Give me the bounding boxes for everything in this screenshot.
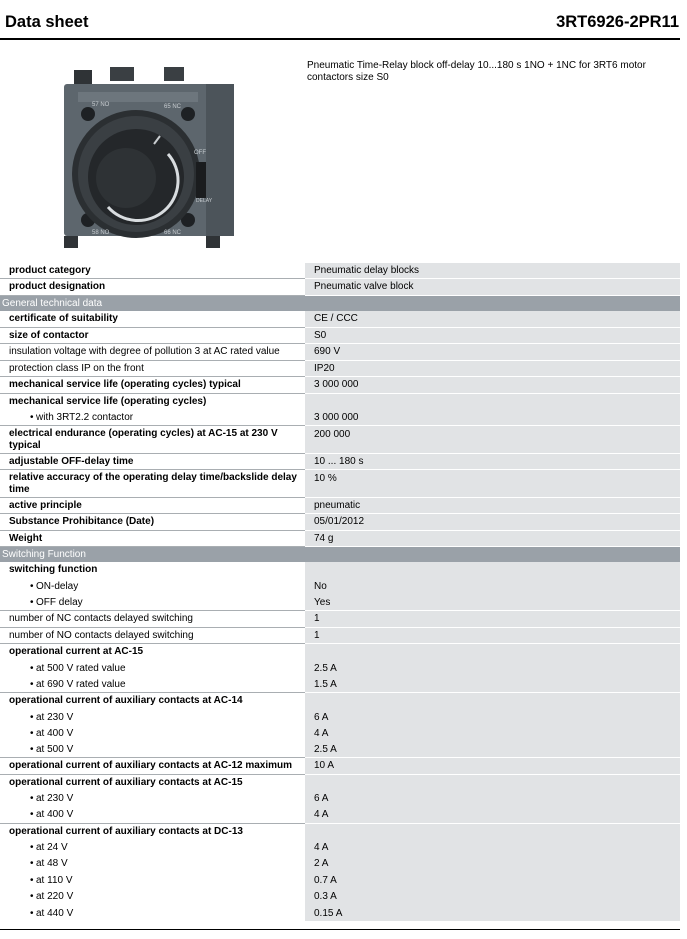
table-row	[0, 775, 680, 791]
spec-label-text: relative accuracy of the operating delay time/backslide delay time	[9, 472, 297, 495]
spec-value: Pneumatic delay blocks	[305, 263, 680, 279]
spec-label-text: operational current of auxiliary contacts at AC-15	[9, 777, 243, 788]
spec-value: 2 A	[305, 856, 680, 873]
header	[0, 0, 687, 40]
spec-value: 1	[305, 628, 680, 644]
spec-value	[305, 775, 680, 791]
spec-label	[0, 394, 305, 410]
spec-label	[0, 693, 305, 710]
spec-label	[0, 595, 305, 611]
spec-label-text: at 110 V	[36, 875, 73, 886]
spec-label-text: ON-delay	[36, 581, 79, 592]
spec-value: 0.7 A	[305, 873, 680, 889]
spec-label-text: at 230 V	[36, 712, 74, 723]
table-row	[0, 470, 680, 498]
spec-label-text: OFF delay	[36, 597, 83, 608]
spec-label	[0, 840, 305, 856]
spec-label	[0, 498, 305, 514]
product-image	[56, 62, 246, 252]
spec-label-text: size of contactor	[9, 330, 89, 341]
terminal-label-57: 57 NO	[92, 102, 110, 108]
off-label: OFF	[194, 150, 206, 156]
table-row	[0, 377, 680, 394]
spec-value: 200 000	[305, 426, 680, 454]
spec-label	[0, 377, 305, 394]
spec-label	[0, 742, 305, 758]
spec-label	[0, 311, 305, 328]
table-row	[0, 611, 680, 628]
spec-value: 10 %	[305, 470, 680, 498]
table-row	[0, 595, 680, 611]
spec-label	[0, 791, 305, 807]
spec-value: 05/01/2012	[305, 514, 680, 531]
spec-value: 74 g	[305, 531, 680, 547]
spec-label-text: Weight	[9, 533, 43, 544]
table-row	[0, 311, 680, 328]
spec-value: 3 000 000	[305, 410, 680, 426]
spec-label-text: operational current of auxiliary contacts at AC-14	[9, 695, 243, 706]
spec-label-text: at 690 V rated value	[36, 679, 126, 690]
spec-label-text: Substance Prohibitance (Date)	[9, 516, 155, 527]
spec-label	[0, 470, 305, 498]
product-description: Pneumatic Time-Relay block off-delay 10...180 s 1NO + 1NC for 3RT6 motor contactors size S0	[307, 60, 646, 83]
table-row	[0, 758, 680, 775]
spec-label-text: mechanical service life (operating cycles)	[9, 396, 207, 407]
spec-label	[0, 726, 305, 742]
spec-value	[305, 394, 680, 410]
spec-value: 690 V	[305, 344, 680, 361]
spec-value	[305, 562, 680, 579]
spec-label-text: product category	[9, 265, 91, 276]
table-row	[0, 742, 680, 758]
spec-value: No	[305, 579, 680, 595]
delay-label: DELAY	[196, 198, 213, 204]
table-row	[0, 514, 680, 531]
terminal-label-65: 65 NC	[164, 104, 182, 110]
spec-label-text: certificate of suitability	[9, 313, 118, 324]
spec-label	[0, 807, 305, 824]
table-row	[0, 807, 680, 824]
spec-label	[0, 263, 305, 279]
spec-value: 6 A	[305, 710, 680, 726]
spec-value	[305, 693, 680, 710]
spec-label	[0, 758, 305, 775]
spec-label	[0, 906, 305, 921]
table-row	[0, 791, 680, 807]
spec-label-text: insulation voltage with degree of pollution 3 at AC rated value	[9, 346, 280, 357]
spec-value: 1	[305, 611, 680, 628]
spec-value: 4 A	[305, 726, 680, 742]
table-row	[0, 454, 680, 470]
spec-value: 2.5 A	[305, 742, 680, 758]
terminal-label-58: 58 NO	[92, 230, 110, 236]
spec-label-text: switching function	[9, 564, 98, 575]
table-row	[0, 856, 680, 873]
spec-label-text: with 3RT2.2 contactor	[36, 412, 134, 423]
spec-label	[0, 611, 305, 628]
table-row	[0, 562, 680, 579]
table-row	[0, 579, 680, 595]
spec-label-text: active principle	[9, 500, 82, 511]
spec-value	[305, 644, 680, 661]
spec-label-text: number of NC contacts delayed switching	[9, 613, 193, 624]
spec-value: pneumatic	[305, 498, 680, 514]
table-row	[0, 726, 680, 742]
spec-value: 6 A	[305, 791, 680, 807]
spec-label	[0, 710, 305, 726]
spec-label-text: operational current at AC-15	[9, 646, 144, 657]
spec-label	[0, 279, 305, 296]
spec-value: Pneumatic valve block	[305, 279, 680, 296]
table-row	[0, 361, 680, 377]
table-row	[0, 840, 680, 856]
spec-label	[0, 661, 305, 677]
spec-label-text: at 230 V	[36, 793, 74, 804]
spec-label-text: electrical endurance (operating cycles) at AC-15 at 230 V typical	[9, 428, 278, 451]
spec-value: 0.15 A	[305, 906, 680, 921]
spec-value: 1.5 A	[305, 677, 680, 693]
spec-label-text: at 48 V	[36, 858, 68, 869]
spec-label-text: at 400 V	[36, 728, 74, 739]
spec-label-text: protection class IP on the front	[9, 363, 144, 374]
spec-label	[0, 426, 305, 454]
spec-table	[0, 263, 680, 921]
table-row	[0, 661, 680, 677]
terminal-label-66: 66 NC	[164, 230, 182, 236]
spec-value: 10 A	[305, 758, 680, 775]
table-row	[0, 644, 680, 661]
table-row	[0, 531, 680, 547]
spec-label-text: at 220 V	[36, 891, 74, 902]
spec-label	[0, 775, 305, 791]
spec-label-text: at 400 V	[36, 809, 74, 820]
spec-value: Yes	[305, 595, 680, 611]
spec-label	[0, 824, 305, 840]
spec-label	[0, 344, 305, 361]
table-row	[0, 328, 680, 344]
spec-label	[0, 628, 305, 644]
table-row	[0, 498, 680, 514]
table-row	[0, 426, 680, 454]
spec-label	[0, 579, 305, 595]
table-row	[0, 677, 680, 693]
spec-value: 4 A	[305, 807, 680, 824]
spec-value	[305, 824, 680, 840]
spec-value: 4 A	[305, 840, 680, 856]
table-row	[0, 263, 680, 279]
spec-value: 2.5 A	[305, 661, 680, 677]
table-row	[0, 394, 680, 410]
spec-value: CE / CCC	[305, 311, 680, 328]
spec-label	[0, 328, 305, 344]
spec-label	[0, 410, 305, 426]
header-rule	[0, 38, 680, 40]
spec-label	[0, 361, 305, 377]
table-row	[0, 906, 680, 921]
table-row	[0, 873, 680, 889]
spec-label-text: product designation	[9, 281, 106, 292]
bottom-rule	[0, 929, 680, 930]
spec-label	[0, 562, 305, 579]
spec-label-text: number of NO contacts delayed switching	[9, 630, 194, 641]
table-row	[0, 344, 680, 361]
section-header: General technical data	[0, 296, 680, 311]
spec-label	[0, 454, 305, 470]
spec-label	[0, 644, 305, 661]
spec-label	[0, 889, 305, 906]
spec-value: 10 ... 180 s	[305, 454, 680, 470]
table-row	[0, 710, 680, 726]
table-row	[0, 824, 680, 840]
spec-label-text: at 440 V	[36, 908, 74, 919]
table-row	[0, 410, 680, 426]
spec-label-text: at 500 V	[36, 744, 74, 755]
spec-value: S0	[305, 328, 680, 344]
spec-value: 3 000 000	[305, 377, 680, 394]
spec-label	[0, 531, 305, 547]
spec-label-text: operational current of auxiliary contacts at DC-13	[9, 826, 243, 837]
spec-label-text: at 500 V rated value	[36, 663, 126, 674]
spec-label	[0, 677, 305, 693]
spec-value: IP20	[305, 361, 680, 377]
spec-label-text: at 24 V	[36, 842, 68, 853]
article-number: 3RT6926-2PR11	[556, 13, 679, 31]
section-header: Switching Function	[0, 547, 680, 562]
spec-label	[0, 856, 305, 873]
spec-value: 0.3 A	[305, 889, 680, 906]
spec-label	[0, 873, 305, 889]
page-title: Data sheet	[5, 13, 89, 31]
table-row	[0, 628, 680, 644]
spec-label-text: adjustable OFF-delay time	[9, 456, 134, 467]
spec-label-text: operational current of auxiliary contacts at AC-12 maximum	[9, 760, 293, 771]
spec-label	[0, 514, 305, 531]
table-row	[0, 693, 680, 710]
table-row	[0, 279, 680, 296]
spec-label-text: mechanical service life (operating cycles) typical	[9, 379, 241, 390]
table-row	[0, 889, 680, 906]
